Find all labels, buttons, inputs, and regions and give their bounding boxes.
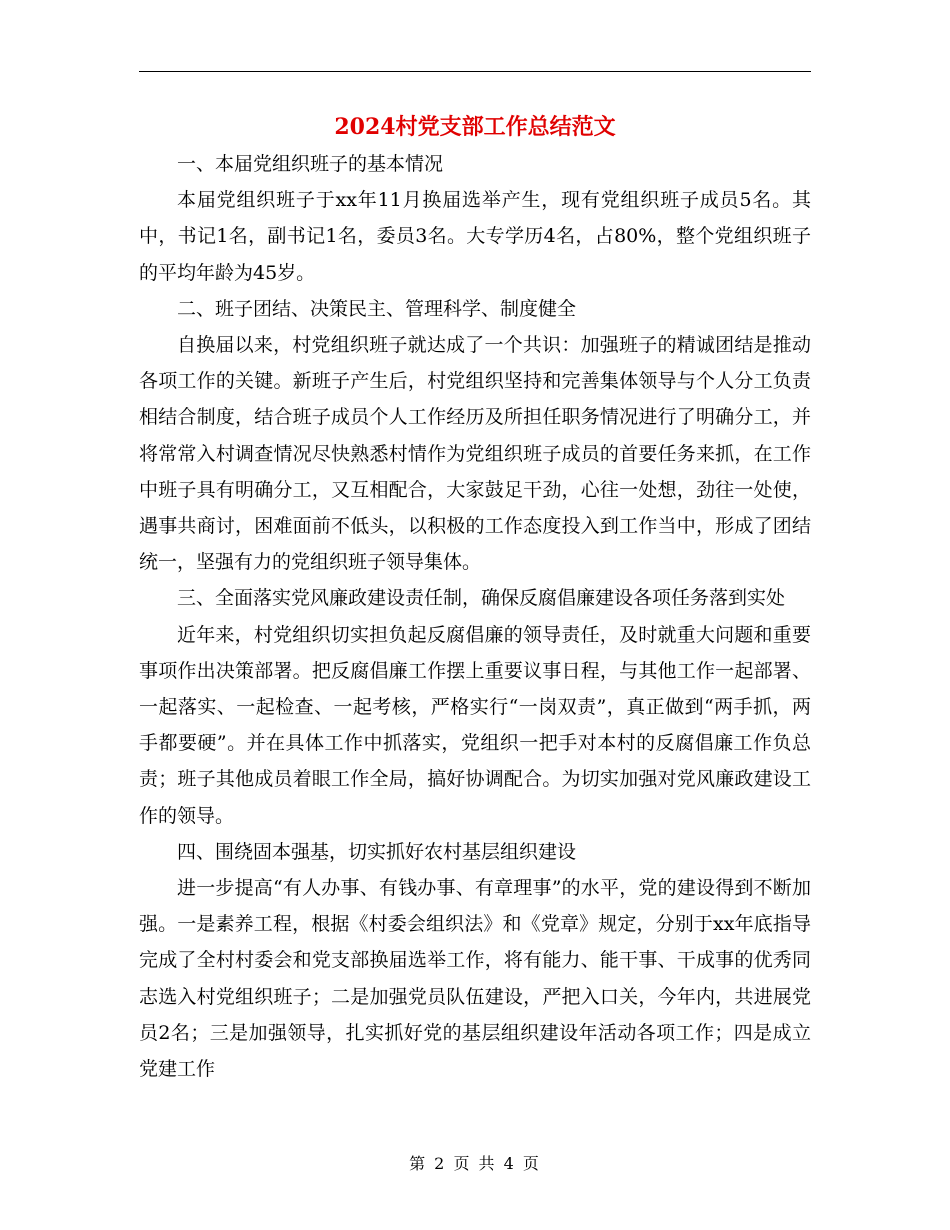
page-number-footer: 第 2 页 共 4 页 [409,1154,541,1173]
body-paragraph-2: 自换届以来，村党组织班子就达成了一个共识：加强班子的精诚团结是推动各项工作的关键。新班子产生后，村党组织坚持和完善集体领导与个人分工负责相结合制度，结合班子成员个人工作经历及所担任职务情况进行了明确分工，并将常常入村调查情况尽快熟悉村情作为党组织班子成员的首要任务来抓，在工作中班子具有明确分工，又互相配合，大家鼓足干劲，心往一处想，劲往一处使，遇事共商讨，困难面前不低头，以积极的工作态度投入到工作当中，形成了团结统一，坚强有力的党组织班子领导集体。 [139,334,811,574]
section-heading-3: 三、全面落实党风廉政建设责任制，确保反腐倡廉建设各项任务落到实处 [177,587,786,610]
body-paragraph-1: 本届党组织班子于xx年11月换届选举产生，现有党组织班子成员5名。其中，书记1名，副书记1名，委员3名。大专学历4名，占80%，整个党组织班子的平均年龄为45岁。 [139,189,811,284]
body-paragraph-4: 进一步提高“有人办事、有钱办事、有章理事”的水平，党的建设得到不断加强。一是素养工程，根据《村委会组织法》和《党章》规定，分别于xx年底指导完成了全村村委会和党支部换届选举工作，将有能力、能干事、干成事的优秀同志选入村党组织班子；二是加强党员队伍建设，严把入口关，今年内，共进展党员2名；三是加强领导，扎实抓好党的基层组织建设年活动各项工作；四是成立党建工作 [139,877,811,1081]
section-heading-1: 一、本届党组织班子的基本情况 [177,153,444,175]
document-body [139,146,811,1087]
section-heading-4: 四、围绕固本强基，切实抓好农村基层组织建设 [177,840,577,863]
section-heading-2: 二、班子团结、决策民主、管理科学、制度健全 [177,297,577,320]
body-paragraph-3: 近年来，村党组织切实担负起反腐倡廉的领导责任，及时就重大问题和重要事项作出决策部署。把反腐倡廉工作摆上重要议事日程，与其他工作一起部署、一起落实、一起检查、一起考核，严格实行“一岗双责”，真正做到“两手抓，两手都要硬”。并在具体工作中抓落实，党组织一把手对本村的反腐倡廉工作负总责；班子其他成员着眼工作全局，搞好协调配合。为切实加强对党风廉政建设工作的领导。 [139,623,811,827]
header-rule [139,71,811,72]
document-title: 2024村党支部工作总结范文 [334,114,616,140]
